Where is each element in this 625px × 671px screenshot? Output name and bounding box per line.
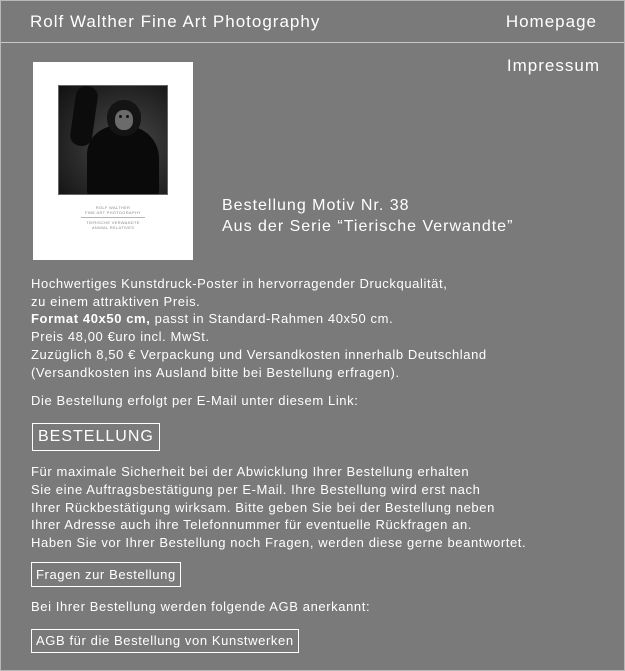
description-shipping: Zuzüglich 8,50 € Verpackung und Versandkosten innerhalb Deutschland — [31, 346, 487, 362]
description-line: Hochwertiges Kunstdruck-Poster in hervorragender Druckqualität, — [31, 276, 448, 291]
questions-button[interactable]: Fragen zur Bestellung — [31, 562, 181, 587]
info-line: Für maximale Sicherheit bei der Abwicklung Ihrer Bestellung erhalten — [31, 464, 470, 479]
description-shipping-abroad: (Versandkosten ins Ausland bitte bei Bestellung erfragen). — [31, 364, 400, 380]
poster-caption-line: ANIMAL RELATIVES — [91, 225, 135, 230]
order-heading — [222, 195, 513, 237]
format-detail: passt in Standard-Rahmen 40x50 cm. — [150, 311, 394, 327]
format-label: Format 40x50 cm, — [31, 311, 151, 327]
nav-homepage-link[interactable]: Homepage — [505, 12, 597, 31]
gorilla-photo — [59, 86, 167, 194]
info-line: Ihrer Adresse auch ihre Telefonnummer für eventuelle Rückfragen an. — [31, 517, 473, 533]
poster-caption-line: ROLF WALTHER — [95, 205, 131, 210]
description-line: zu einem attraktiven Preis. — [31, 293, 201, 309]
order-series-title: Aus der Serie “Tierische Verwandte” — [222, 218, 514, 235]
order-motif-title: Bestellung Motiv Nr. 38 — [222, 197, 410, 214]
order-link-intro: Die Bestellung erfolgt per E-Mail unter diesem Link: — [31, 393, 359, 408]
poster-caption — [33, 205, 193, 230]
poster-caption-line: FINE ART PHOTOGRAPHY — [84, 210, 141, 215]
agb-button[interactable]: AGB für die Bestellung von Kunstwerken — [31, 629, 299, 653]
poster-caption-line: TIERISCHE VERWANDTE — [86, 220, 140, 225]
poster-thumbnail — [33, 62, 193, 260]
site-title: Rolf Walther Fine Art Photography — [30, 12, 321, 31]
info-line: Ihrer Rückbestätigung wirksam. Bitte geben Sie bei der Bestellung neben — [31, 499, 495, 515]
info-line: Sie eine Auftragsbestätigung per E-Mail. Ihre Bestellung wird erst nach — [31, 481, 481, 497]
order-button[interactable]: BESTELLUNG — [32, 423, 160, 451]
agb-intro: Bei Ihrer Bestellung werden folgende AGB anerkannt: — [31, 599, 371, 614]
nav-impressum-link[interactable]: Impressum — [506, 56, 600, 75]
description-price: Preis 48,00 €uro incl. MwSt. — [31, 329, 210, 345]
product-description — [31, 275, 487, 381]
header-divider — [1, 42, 624, 43]
description-line-format — [31, 310, 487, 328]
order-info — [31, 463, 526, 552]
info-line: Haben Sie vor Ihrer Bestellung noch Fragen, werden diese gerne beantwortet. — [31, 535, 527, 551]
